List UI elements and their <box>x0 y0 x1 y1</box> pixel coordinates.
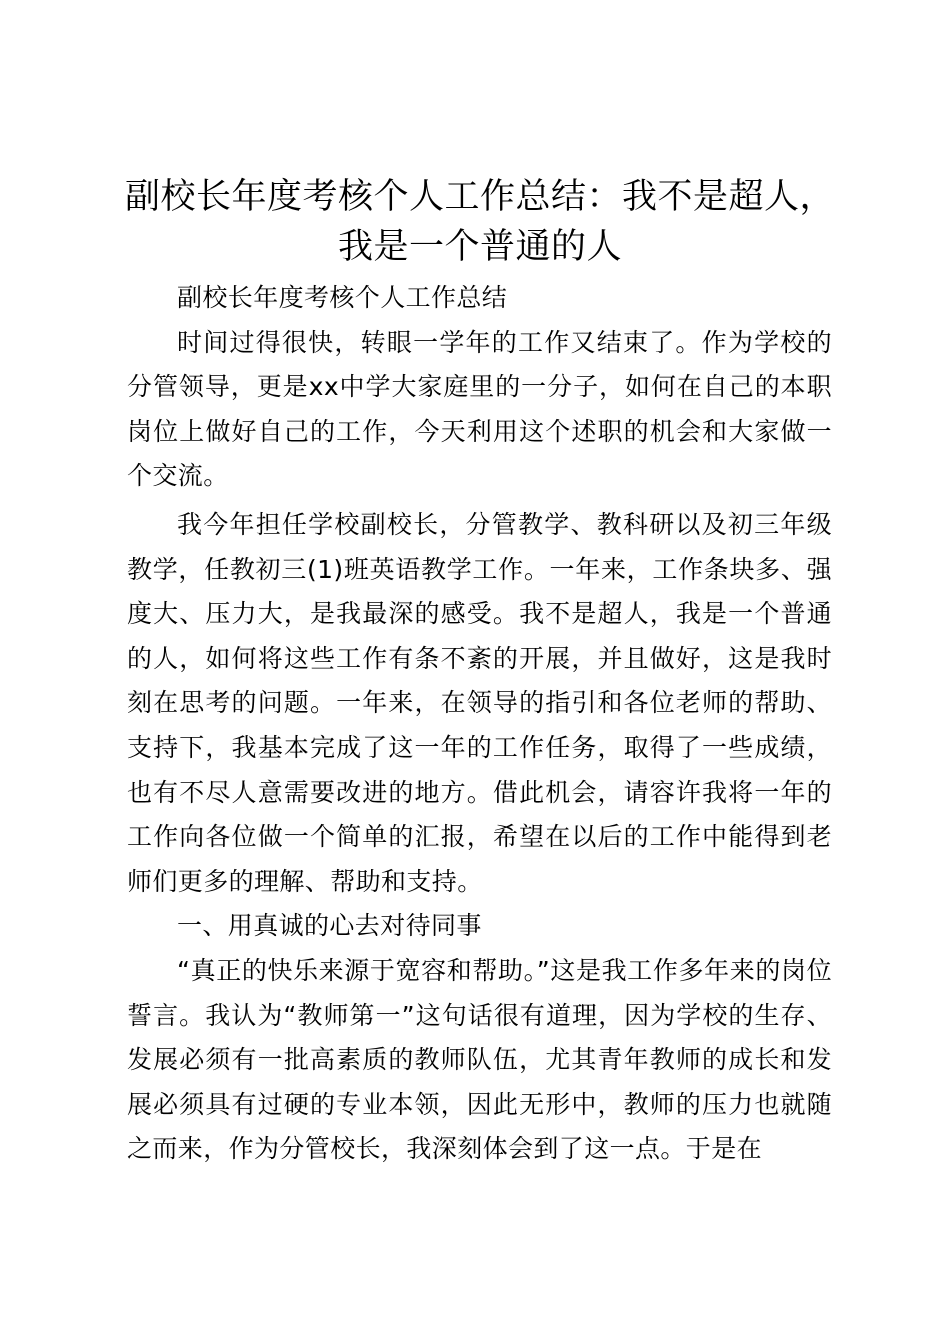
document-subtitle: 副校长年度考核个人工作总结 <box>177 283 508 312</box>
document-body <box>127 276 832 1172</box>
section-paragraph: “真正的快乐来源于宽容和帮助。”这是我工作多年来的岗位誓言。我认为“教师第一”这句话很有道理，因为学校的生存、发展必须有一批高素质的教师队伍，尤其青年教师的成长和发展必须具有过硬的专业本领，因此无形中，教师的压力也就随之而来，作为分管校长，我深刻体会到了这一点。于是在 <box>127 955 832 1164</box>
paragraph-duties: 我今年担任学校副校长，分管教学、教科研以及初三年级教学，任教初三(1)班英语教学工作。一年来，工作条块多、强度大、压力大，是我最深的感受。我不是超人，我是一个普通的人，如何将这些工作有条不紊的开展，并且做好，这是我时刻在思考的问题。一年来，在领导的指引和各位老师的帮助、支持下，我基本完成了这一年的工作任务，取得了一些成绩，也有不尽人意需要改进的地方。借此机会，请容许我将一年的工作向各位做一个简单的汇报，希望在以后的工作中能得到老师们更多的理解、帮助和支持。 <box>127 509 832 896</box>
document-title <box>120 172 840 272</box>
section-heading: 一、用真诚的心去对待同事 <box>177 911 482 941</box>
title-line-2: 我是一个普通的人 <box>337 227 622 267</box>
title-line-1: 副校长年度考核个人工作总结：我不是超人， <box>124 177 835 217</box>
paragraph-intro: 时间过得很快，转眼一学年的工作又结束了。作为学校的分管领导，更是xx中学大家庭里的一分子，如何在自己的本职岗位上做好自己的工作，今天利用这个述职的机会和大家做一个交流。 <box>127 327 832 491</box>
